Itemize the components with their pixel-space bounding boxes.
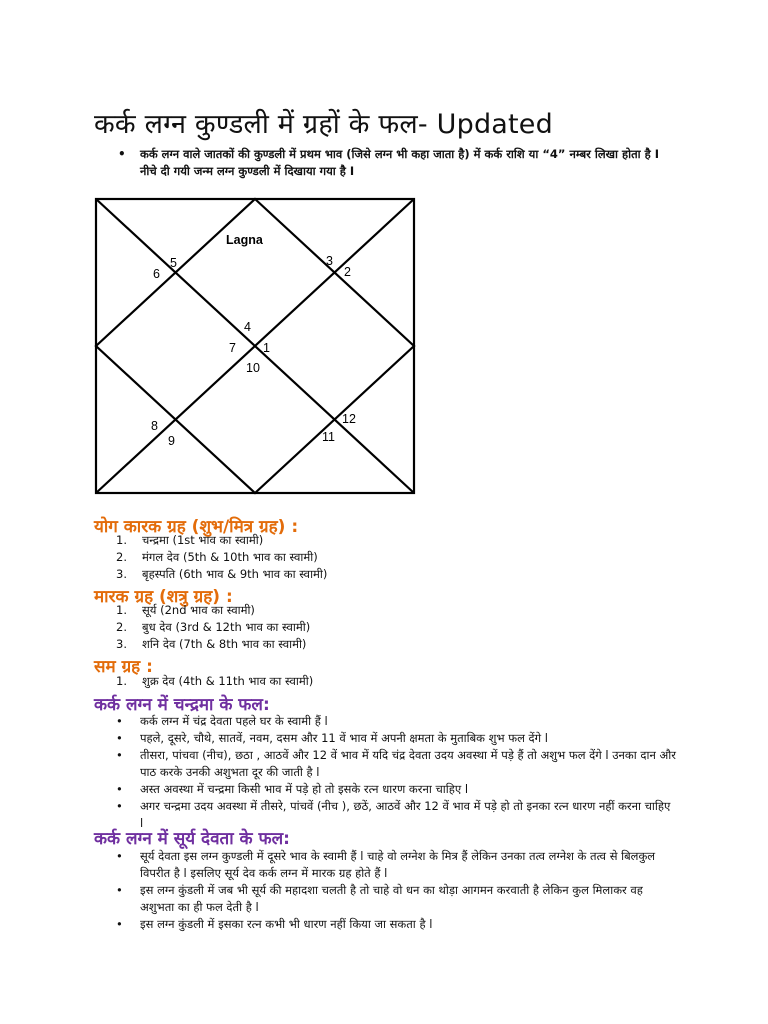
list-item <box>116 602 310 619</box>
page-title: कर्क लग्न कुण्डली में ग्रहों के फल- Updated <box>94 109 553 140</box>
house-number: 3 <box>326 254 333 268</box>
house-number: 6 <box>153 267 160 281</box>
item-number: 1. <box>116 674 127 688</box>
marak-heading: मारक ग्रह (शत्रु ग्रह) : <box>94 587 233 607</box>
house-number: 2 <box>344 265 351 279</box>
item-text: बृहस्पति (6th भाव & 9th भाव का स्वामी) <box>142 567 328 581</box>
lagna-label: Lagna <box>226 233 263 247</box>
surya-list <box>116 848 676 933</box>
surya-heading: कर्क लग्न में सूर्य देवता के फल: <box>94 829 290 849</box>
list-item: • अस्त अवस्था में चन्द्रमा किसी भाव में पड़े हो तो इसके रत्न धारण करना चाहिए l <box>116 781 676 798</box>
list-item: • पहले, दूसरे, चौथे, सातवें, नवम, दसम और 11 वें भाव में अपनी क्षमता के मुताबिक शुभ फल देंगे l <box>116 730 676 747</box>
list-item: • सूर्य देवता इस लग्न कुण्डली में दूसरे भाव के स्वामी हैं l चाहे वो लग्नेश के मित्र हैं लेकिन उनका तत्व लग्नेश के तत्व से बिलकुल विपरीत है l इसलिए सूर्य देव कर्क लग्न में मारक ग्रह होते हैं l <box>116 848 676 882</box>
list-item <box>116 566 327 583</box>
list-item <box>116 636 310 653</box>
house-number: 8 <box>151 419 158 433</box>
item-number: 1. <box>116 603 127 617</box>
item-text: शनि देव (7th & 8th भाव का स्वामी) <box>142 637 307 651</box>
chandra-heading: कर्क लग्न में चन्द्रमा के फल: <box>94 695 270 715</box>
house-number: 1 <box>263 341 270 355</box>
house-number: 12 <box>342 412 356 426</box>
chandra-list <box>116 713 676 832</box>
list-item: • तीसरा, पांचवा (नीच), छठा , आठवें और 12 वें भाव में यदि चंद्र देवता उदय अवस्था में पड़े हैं तो अशुभ फल देंगे l उनका दान और पाठ करके उनकी अशुभता दूर की जाती है l <box>116 747 676 781</box>
list-item: • इस लग्न कुंडली में इसका रत्न कभी भी धारण नहीं किया जा सकता है l <box>116 916 676 933</box>
intro-list <box>118 146 678 180</box>
item-text: शुक्र देव (4th & 11th भाव का स्वामी) <box>142 674 314 688</box>
house-number: 10 <box>246 361 260 375</box>
item-text: चन्द्रमा (1st भाव का स्वामी) <box>142 533 264 547</box>
list-item <box>116 619 310 636</box>
item-number: 3. <box>116 567 127 581</box>
intro-item: • कर्क लग्न वाले जातकों की कुण्डली में प्रथम भाव (जिसे लग्न भी कहा जाता है) में कर्क राशि या “4” नम्बर लिखा होता है I नीचे दी गयी जन्म लग्न कुण्डली में दिखाया गया है I <box>118 146 678 180</box>
house-number: 4 <box>244 320 251 334</box>
house-number: 7 <box>229 341 236 355</box>
item-number: 3. <box>116 637 127 651</box>
item-number: 1. <box>116 533 127 547</box>
sam-heading: सम ग्रह : <box>94 657 153 677</box>
list-item: • कर्क लग्न में चंद्र देवता पहले घर के स्वामी हैं l <box>116 713 676 730</box>
list-item: • इस लग्न कुंडली में जब भी सूर्य की महादशा चलती है तो चाहे वो धन का थोड़ा आगमन करवाती है लेकिन कुल मिलाकर वह अशुभता का ही फल देती है l <box>116 882 676 916</box>
kundali-chart <box>94 197 416 495</box>
item-text: बुध देव (3rd & 12th भाव का स्वामी) <box>142 620 311 634</box>
item-text: सूर्य (2nd भाव का स्वामी) <box>142 603 255 617</box>
marak-list <box>116 602 310 653</box>
yog-karak-list <box>116 532 327 583</box>
list-item <box>116 549 327 566</box>
item-text: मंगल देव (5th & 10th भाव का स्वामी) <box>142 550 318 564</box>
list-item <box>116 673 313 690</box>
item-number: 2. <box>116 550 127 564</box>
house-number: 5 <box>170 256 177 270</box>
item-number: 2. <box>116 620 127 634</box>
house-number: 9 <box>168 434 175 448</box>
list-item: • अगर चन्द्रमा उदय अवस्था में तीसरे, पांचवें (नीच ), छठें, आठवें और 12 वें भाव में पड़े हो तो इनका रत्न धारण नहीं करना चाहिए l <box>116 798 676 832</box>
yog-karak-heading: योग कारक ग्रह (शुभ/मित्र ग्रह) : <box>94 517 299 537</box>
list-item <box>116 532 327 549</box>
sam-list <box>116 673 313 690</box>
house-number: 11 <box>322 430 335 444</box>
